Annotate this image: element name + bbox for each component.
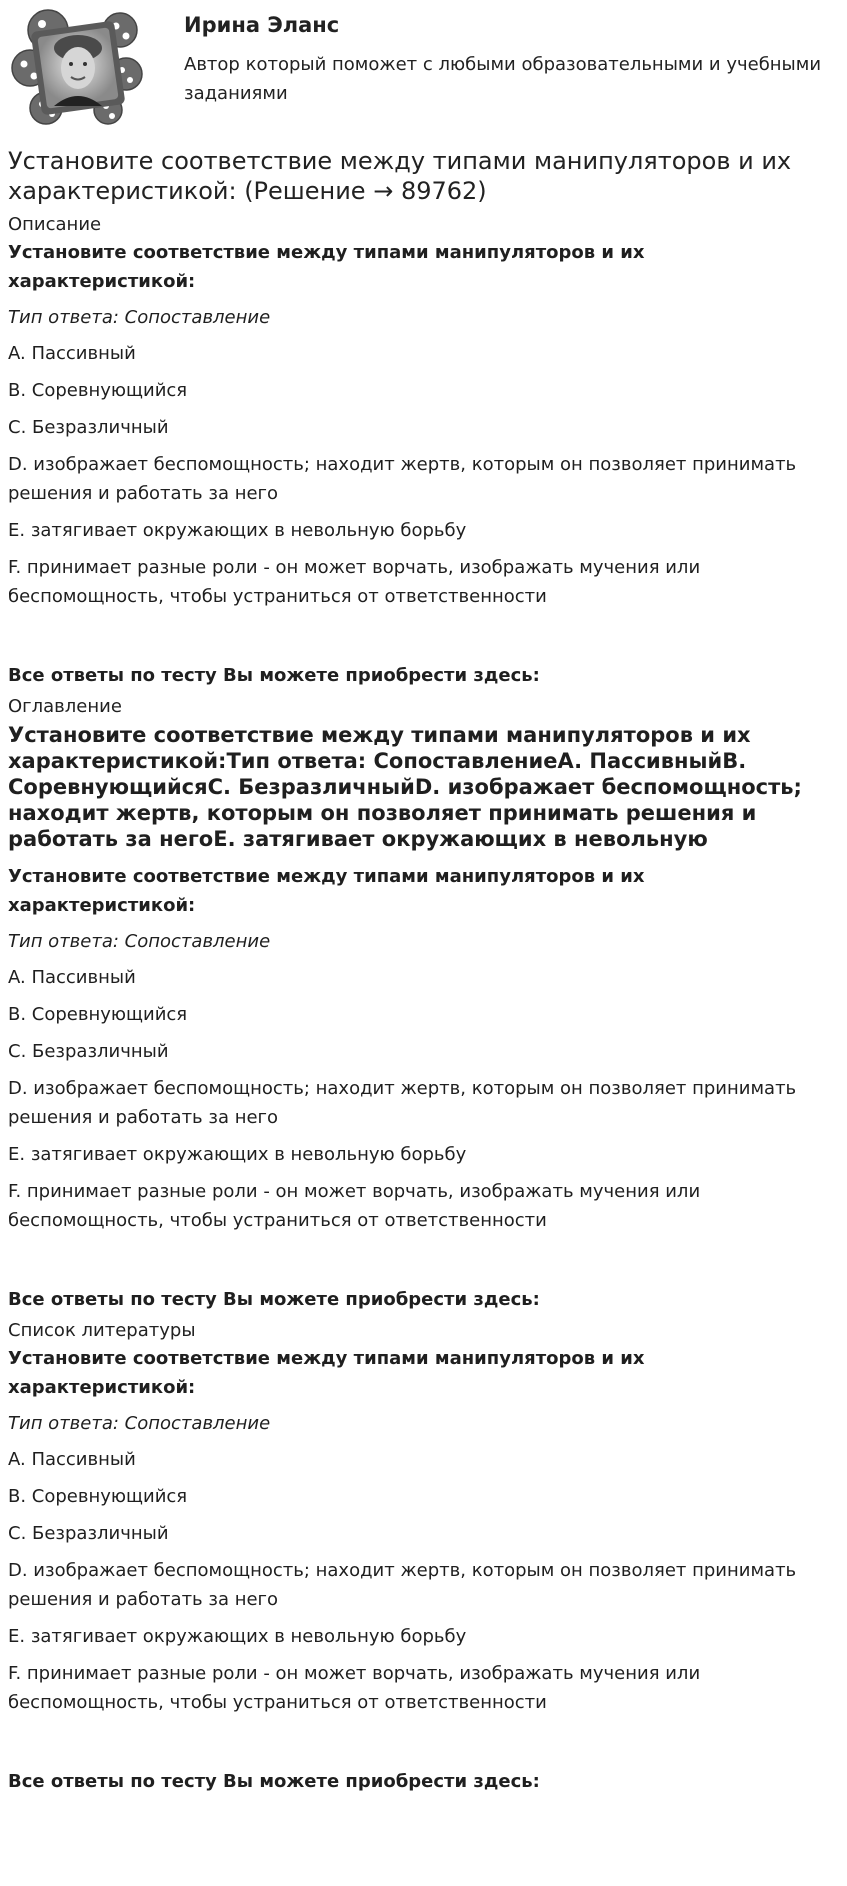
task-question: Установите соответствие между типами манипуляторов и их характеристикой: (8, 1348, 645, 1398)
toc-heading: Установите соответствие между типами манипуляторов и их характеристикой:Тип ответа: СопоставлениеA. ПассивныйB. СоревнующийсяC. БезразличныйD. изображает беспомощность; находит жертв, которым он позволяет принимать решения и работать за негоE. затягивает окружающих в невольную (8, 723, 802, 851)
spacer (8, 1725, 838, 1767)
task-option-f: F. принимает разные роли - он может ворчать, изображать мучения или беспомощность, чтобы устраниться от ответственности (8, 1181, 701, 1231)
buy-answers-cta[interactable]: Все ответы по тесту Вы можете приобрести здесь: (8, 1289, 540, 1310)
task-option-b: B. Соревнующийся (8, 1004, 188, 1025)
task-option-a: A. Пассивный (8, 343, 136, 364)
task-option-b: B. Соревнующийся (8, 380, 188, 401)
toc-label: Оглавление (8, 696, 122, 717)
main-content (8, 146, 838, 1800)
buy-answers-cta[interactable]: Все ответы по тесту Вы можете приобрести здесь: (8, 665, 540, 686)
buy-answers-cta[interactable]: Все ответы по тесту Вы можете приобрести здесь: (8, 1771, 540, 1792)
author-name: Ирина Эланс (184, 13, 340, 37)
spacer (8, 619, 838, 661)
author-description: Автор который поможет с любыми образовательными и учебными заданиями (184, 54, 822, 104)
task-answer-type: Тип ответа: Сопоставление (8, 307, 271, 328)
task-option-d: D. изображает беспомощность; находит жертв, которым он позволяет принимать решения и работать за него (8, 1078, 797, 1128)
author-avatar (8, 8, 148, 126)
task-question: Установите соответствие между типами манипуляторов и их характеристикой: (8, 242, 645, 292)
task-option-c: C. Безразличный (8, 1041, 169, 1062)
task-answer-type: Тип ответа: Сопоставление (8, 1413, 271, 1434)
author-header (0, 0, 847, 140)
literature-label: Список литературы (8, 1320, 196, 1341)
spacer (8, 1243, 838, 1285)
page-title: Установите соответствие между типами манипуляторов и их характеристикой: (Решение → 89762) (8, 147, 792, 205)
task-option-b: B. Соревнующийся (8, 1486, 188, 1507)
task-answer-type: Тип ответа: Сопоставление (8, 931, 271, 952)
task-option-d: D. изображает беспомощность; находит жертв, которым он позволяет принимать решения и работать за него (8, 1560, 797, 1610)
task-option-e: E. затягивает окружающих в невольную борьбу (8, 520, 467, 541)
task-option-f: F. принимает разные роли - он может ворчать, изображать мучения или беспомощность, чтобы устраниться от ответственности (8, 557, 701, 607)
task-option-f: F. принимает разные роли - он может ворчать, изображать мучения или беспомощность, чтобы устраниться от ответственности (8, 1663, 701, 1713)
task-option-a: A. Пассивный (8, 1449, 136, 1470)
task-question: Установите соответствие между типами манипуляторов и их характеристикой: (8, 866, 645, 916)
task-option-d: D. изображает беспомощность; находит жертв, которым он позволяет принимать решения и работать за него (8, 454, 797, 504)
description-label: Описание (8, 214, 102, 235)
task-option-e: E. затягивает окружающих в невольную борьбу (8, 1144, 467, 1165)
task-option-e: E. затягивает окружающих в невольную борьбу (8, 1626, 467, 1647)
task-option-c: C. Безразличный (8, 417, 169, 438)
task-option-a: A. Пассивный (8, 967, 136, 988)
task-option-c: C. Безразличный (8, 1523, 169, 1544)
